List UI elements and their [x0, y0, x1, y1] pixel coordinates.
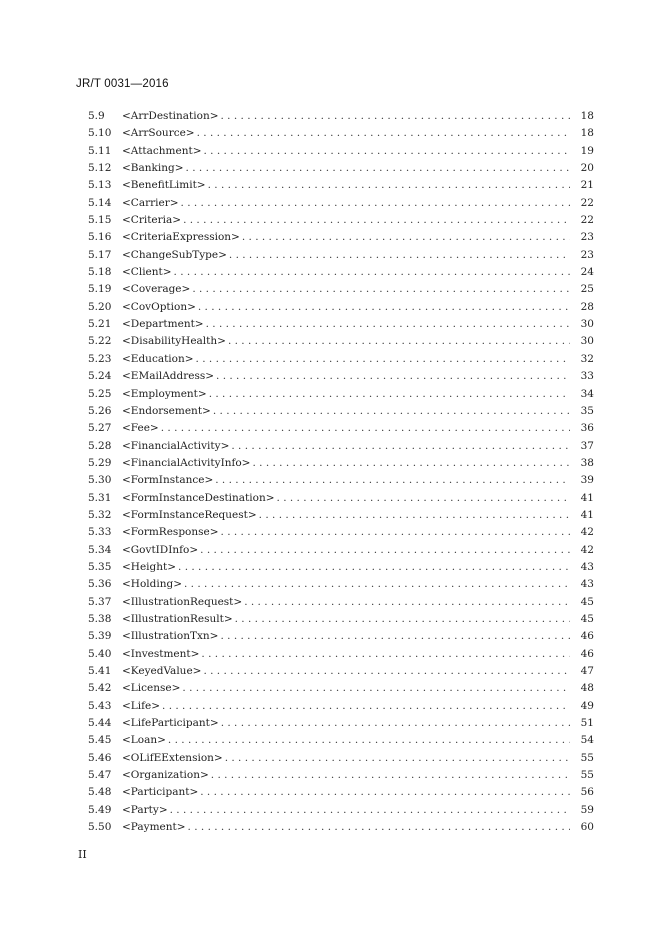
toc-entry-title: <Investment>	[122, 647, 200, 660]
toc-entry-number: 5.45	[88, 734, 112, 747]
toc-entry-page: 49	[580, 699, 594, 712]
toc-entry-page: 23	[580, 231, 594, 244]
toc-entry[interactable]	[88, 698, 594, 715]
toc-dot-leader	[231, 438, 570, 455]
toc-entry-page: 24	[580, 266, 594, 279]
header-divider	[76, 98, 596, 99]
toc-entry-title: <Attachment>	[122, 144, 202, 157]
toc-entry[interactable]	[88, 420, 594, 437]
toc-dot-leader	[221, 715, 570, 732]
toc-dot-leader	[196, 351, 570, 368]
toc-entry-number: 5.10	[88, 127, 112, 140]
toc-entry-number: 5.12	[88, 162, 112, 175]
toc-entry-number: 5.9	[88, 110, 105, 122]
toc-entry[interactable]	[88, 490, 594, 507]
toc-entry-title: <KeyedValue>	[122, 665, 202, 677]
toc-entry-title: <ArrDestination>	[122, 110, 219, 122]
toc-entry[interactable]	[88, 663, 594, 680]
toc-entry-page: 35	[580, 404, 594, 417]
toc-entry-title: <Party>	[122, 803, 168, 816]
toc-entry[interactable]	[88, 281, 594, 298]
toc-entry-number: 5.14	[88, 196, 112, 209]
toc-entry[interactable]	[88, 750, 594, 767]
toc-entry-title: <FormInstance>	[122, 474, 214, 487]
toc-dot-leader	[206, 316, 570, 333]
toc-entry-page: 45	[580, 612, 594, 625]
toc-entry-number: 5.23	[88, 352, 112, 365]
toc-dot-leader	[220, 628, 570, 645]
toc-entry-title: <CovOption>	[122, 300, 196, 313]
toc-entry-page: 30	[580, 335, 594, 348]
toc-entry[interactable]	[88, 143, 594, 160]
toc-entry-number: 5.15	[88, 214, 112, 227]
toc-entry-title: <Organization>	[122, 769, 209, 782]
toc-entry-title: <Loan>	[122, 734, 166, 747]
toc-entry-title: <Height>	[122, 560, 177, 573]
toc-entry-number: 5.28	[88, 439, 112, 452]
table-of-contents	[88, 108, 594, 836]
toc-entry-page: 55	[580, 751, 594, 764]
toc-entry[interactable]	[88, 507, 594, 524]
toc-entry[interactable]	[88, 212, 594, 229]
toc-entry[interactable]	[88, 229, 594, 246]
toc-entry-title: <FormInstanceDestination>	[122, 491, 275, 504]
toc-entry-number: 5.40	[88, 647, 112, 660]
toc-entry-number: 5.35	[88, 560, 112, 573]
toc-entry-number: 5.16	[88, 231, 112, 244]
toc-entry[interactable]	[88, 368, 594, 385]
toc-entry[interactable]	[88, 247, 594, 264]
toc-dot-leader	[211, 767, 570, 784]
toc-entry-page: 28	[580, 300, 594, 313]
toc-dot-leader	[198, 299, 570, 316]
toc-entry-page: 32	[580, 352, 594, 365]
toc-entry[interactable]	[88, 108, 594, 125]
toc-dot-leader	[162, 698, 570, 715]
toc-entry-title: <Fee>	[122, 422, 159, 435]
toc-entry[interactable]	[88, 264, 594, 281]
toc-dot-leader	[252, 455, 570, 472]
toc-dot-leader	[277, 490, 570, 507]
toc-dot-leader	[182, 680, 570, 697]
toc-entry-page: 22	[580, 214, 594, 227]
toc-entry-title: <Carrier>	[122, 196, 179, 209]
toc-entry-title: <Endorsement>	[122, 404, 211, 417]
toc-entry-number: 5.50	[88, 821, 112, 834]
toc-entry-page: 42	[580, 526, 594, 539]
toc-entry-page: 56	[580, 786, 594, 799]
toc-entry-title: <Holding>	[122, 578, 182, 591]
toc-dot-leader	[229, 247, 570, 264]
toc-entry-page: 47	[580, 665, 594, 677]
toc-entry-number: 5.31	[88, 491, 112, 504]
toc-dot-leader	[208, 177, 570, 194]
toc-entry-page: 43	[580, 578, 594, 591]
toc-dot-leader	[161, 420, 570, 437]
toc-entry-title: <FinancialActivityInfo>	[122, 456, 251, 469]
toc-entry[interactable]	[88, 333, 594, 350]
toc-dot-leader	[184, 576, 570, 593]
toc-entry-page: 30	[580, 318, 594, 331]
toc-entry[interactable]	[88, 524, 594, 541]
toc-dot-leader	[168, 732, 570, 749]
toc-entry-number: 5.11	[88, 144, 112, 157]
page-number: II	[78, 848, 87, 861]
toc-entry[interactable]	[88, 628, 594, 645]
toc-entry-number: 5.32	[88, 508, 112, 521]
toc-entry[interactable]	[88, 576, 594, 593]
toc-entry-number: 5.49	[88, 803, 112, 816]
toc-dot-leader	[225, 750, 570, 767]
toc-entry-page: 23	[580, 248, 594, 261]
toc-entry[interactable]	[88, 403, 594, 420]
toc-entry-number: 5.27	[88, 422, 112, 435]
toc-entry-number: 5.47	[88, 769, 112, 782]
toc-entry-number: 5.22	[88, 335, 112, 348]
toc-entry-title: <Banking>	[122, 162, 184, 175]
toc-entry-page: 41	[580, 508, 594, 521]
toc-dot-leader	[216, 368, 570, 385]
toc-entry-title: <FinancialActivity>	[122, 439, 230, 452]
toc-entry-number: 5.26	[88, 404, 112, 417]
toc-dot-leader	[215, 472, 570, 489]
toc-entry-title: <DisabilityHealth>	[122, 335, 226, 348]
toc-entry[interactable]	[88, 715, 594, 732]
toc-entry[interactable]	[88, 351, 594, 368]
toc-entry-page: 34	[580, 387, 594, 400]
toc-entry-page: 59	[580, 803, 594, 816]
toc-entry[interactable]	[88, 472, 594, 489]
toc-entry-title: <CriteriaExpression>	[122, 231, 240, 244]
toc-entry[interactable]	[88, 177, 594, 194]
toc-entry-title: <Employment>	[122, 387, 207, 400]
toc-entry[interactable]	[88, 767, 594, 784]
toc-entry-number: 5.39	[88, 630, 112, 643]
toc-entry[interactable]	[88, 438, 594, 455]
toc-entry[interactable]	[88, 819, 594, 836]
toc-entry-title: <Education>	[122, 352, 194, 365]
toc-entry[interactable]	[88, 316, 594, 333]
toc-entry-page: 22	[580, 196, 594, 209]
toc-entry-title: <EMailAddress>	[122, 370, 215, 383]
toc-dot-leader	[188, 819, 570, 836]
toc-entry-page: 18	[580, 127, 594, 140]
toc-entry-number: 5.36	[88, 578, 112, 591]
toc-entry[interactable]	[88, 594, 594, 611]
toc-entry[interactable]	[88, 732, 594, 749]
toc-entry-page: 43	[580, 560, 594, 573]
toc-entry-title: <OLifEExtension>	[122, 751, 223, 764]
toc-entry-number: 5.19	[88, 283, 112, 296]
toc-entry-page: 33	[580, 370, 594, 383]
toc-entry-page: 18	[580, 110, 594, 122]
toc-entry[interactable]	[88, 784, 594, 801]
toc-dot-leader	[186, 160, 570, 177]
toc-entry-page: 46	[580, 630, 594, 643]
toc-dot-leader	[201, 646, 570, 663]
toc-entry[interactable]	[88, 299, 594, 316]
toc-dot-leader	[197, 125, 570, 142]
toc-dot-leader	[221, 108, 571, 125]
toc-entry-page: 20	[580, 162, 594, 175]
toc-dot-leader	[200, 542, 570, 559]
toc-entry-title: <ChangeSubType>	[122, 248, 227, 261]
toc-entry[interactable]	[88, 160, 594, 177]
toc-entry[interactable]	[88, 542, 594, 559]
toc-entry-title: <License>	[122, 682, 181, 695]
toc-entry[interactable]	[88, 386, 594, 403]
toc-entry-number: 5.20	[88, 300, 112, 313]
toc-entry-number: 5.17	[88, 248, 112, 261]
toc-entry-title: <FormResponse>	[122, 526, 219, 539]
toc-entry-page: 55	[580, 769, 594, 782]
toc-dot-leader	[209, 386, 570, 403]
toc-entry-page: 48	[580, 682, 594, 695]
toc-entry-title: <GovtIDInfo>	[122, 543, 199, 556]
toc-entry[interactable]	[88, 125, 594, 142]
toc-dot-leader	[181, 195, 570, 212]
toc-entry-number: 5.21	[88, 318, 112, 331]
toc-entry-title: <IllustrationRequest>	[122, 595, 243, 608]
toc-entry[interactable]	[88, 559, 594, 576]
toc-entry-title: <Participant>	[122, 786, 199, 799]
toc-dot-leader	[183, 212, 570, 229]
toc-dot-leader	[235, 611, 570, 628]
toc-dot-leader	[259, 507, 570, 524]
toc-entry-number: 5.33	[88, 526, 112, 539]
toc-entry-number: 5.43	[88, 699, 112, 712]
toc-entry-page: 46	[580, 647, 594, 660]
toc-dot-leader	[178, 559, 570, 576]
toc-entry-title: <Payment>	[122, 821, 186, 834]
toc-dot-leader	[204, 143, 571, 160]
toc-entry-number: 5.13	[88, 179, 112, 192]
toc-entry-title: <IllustrationResult>	[122, 612, 233, 625]
toc-entry-page: 45	[580, 595, 594, 608]
toc-entry-page: 41	[580, 491, 594, 504]
toc-dot-leader	[170, 802, 570, 819]
toc-entry-number: 5.18	[88, 266, 112, 279]
toc-entry-number: 5.34	[88, 543, 112, 556]
toc-entry-number: 5.46	[88, 751, 112, 764]
toc-dot-leader	[228, 333, 570, 350]
toc-entry-title: <IllustrationTxn>	[122, 630, 219, 643]
toc-dot-leader	[213, 403, 570, 420]
toc-entry-title: <LifeParticipant>	[122, 717, 219, 730]
toc-entry-page: 21	[580, 179, 594, 192]
toc-entry-page: 54	[580, 734, 594, 747]
toc-dot-leader	[203, 663, 570, 680]
toc-entry-page: 19	[580, 144, 594, 157]
toc-entry-title: <Coverage>	[122, 283, 191, 296]
toc-entry-title: <BenefitLimit>	[122, 179, 206, 192]
toc-dot-leader	[192, 281, 570, 298]
toc-dot-leader	[200, 784, 570, 801]
page-header: JR/T 0031—2016	[76, 78, 169, 90]
toc-entry-number: 5.42	[88, 682, 112, 695]
toc-entry-title: <Department>	[122, 318, 204, 331]
toc-entry[interactable]	[88, 611, 594, 628]
toc-entry-number: 5.30	[88, 474, 112, 487]
toc-entry-page: 39	[580, 474, 594, 487]
toc-entry-number: 5.37	[88, 595, 112, 608]
toc-dot-leader	[242, 229, 570, 246]
toc-entry-number: 5.44	[88, 717, 112, 730]
toc-entry-number: 5.29	[88, 456, 112, 469]
toc-entry-number: 5.41	[88, 665, 112, 677]
toc-dot-leader	[174, 264, 570, 281]
toc-entry-number: 5.38	[88, 612, 112, 625]
toc-entry-title: <FormInstanceRequest>	[122, 508, 257, 521]
toc-entry-title: <Client>	[122, 266, 172, 279]
toc-entry-number: 5.48	[88, 786, 112, 799]
toc-entry-title: <ArrSource>	[122, 127, 195, 140]
toc-entry-number: 5.25	[88, 387, 112, 400]
toc-entry-page: 36	[580, 422, 594, 435]
toc-entry[interactable]	[88, 802, 594, 819]
toc-entry-number: 5.24	[88, 370, 112, 383]
toc-entry-page: 42	[580, 543, 594, 556]
toc-entry-page: 38	[580, 456, 594, 469]
toc-entry-title: <Life>	[122, 699, 161, 712]
toc-dot-leader	[244, 594, 570, 611]
toc-entry[interactable]	[88, 680, 594, 697]
toc-entry[interactable]	[88, 646, 594, 663]
toc-entry-page: 51	[580, 717, 594, 730]
toc-entry-page: 60	[580, 821, 594, 834]
toc-entry-page: 37	[580, 439, 594, 452]
toc-dot-leader	[221, 524, 570, 541]
toc-entry-page: 25	[580, 283, 594, 296]
toc-entry-title: <Criteria>	[122, 214, 182, 227]
toc-entry[interactable]	[88, 195, 594, 212]
toc-entry[interactable]	[88, 455, 594, 472]
